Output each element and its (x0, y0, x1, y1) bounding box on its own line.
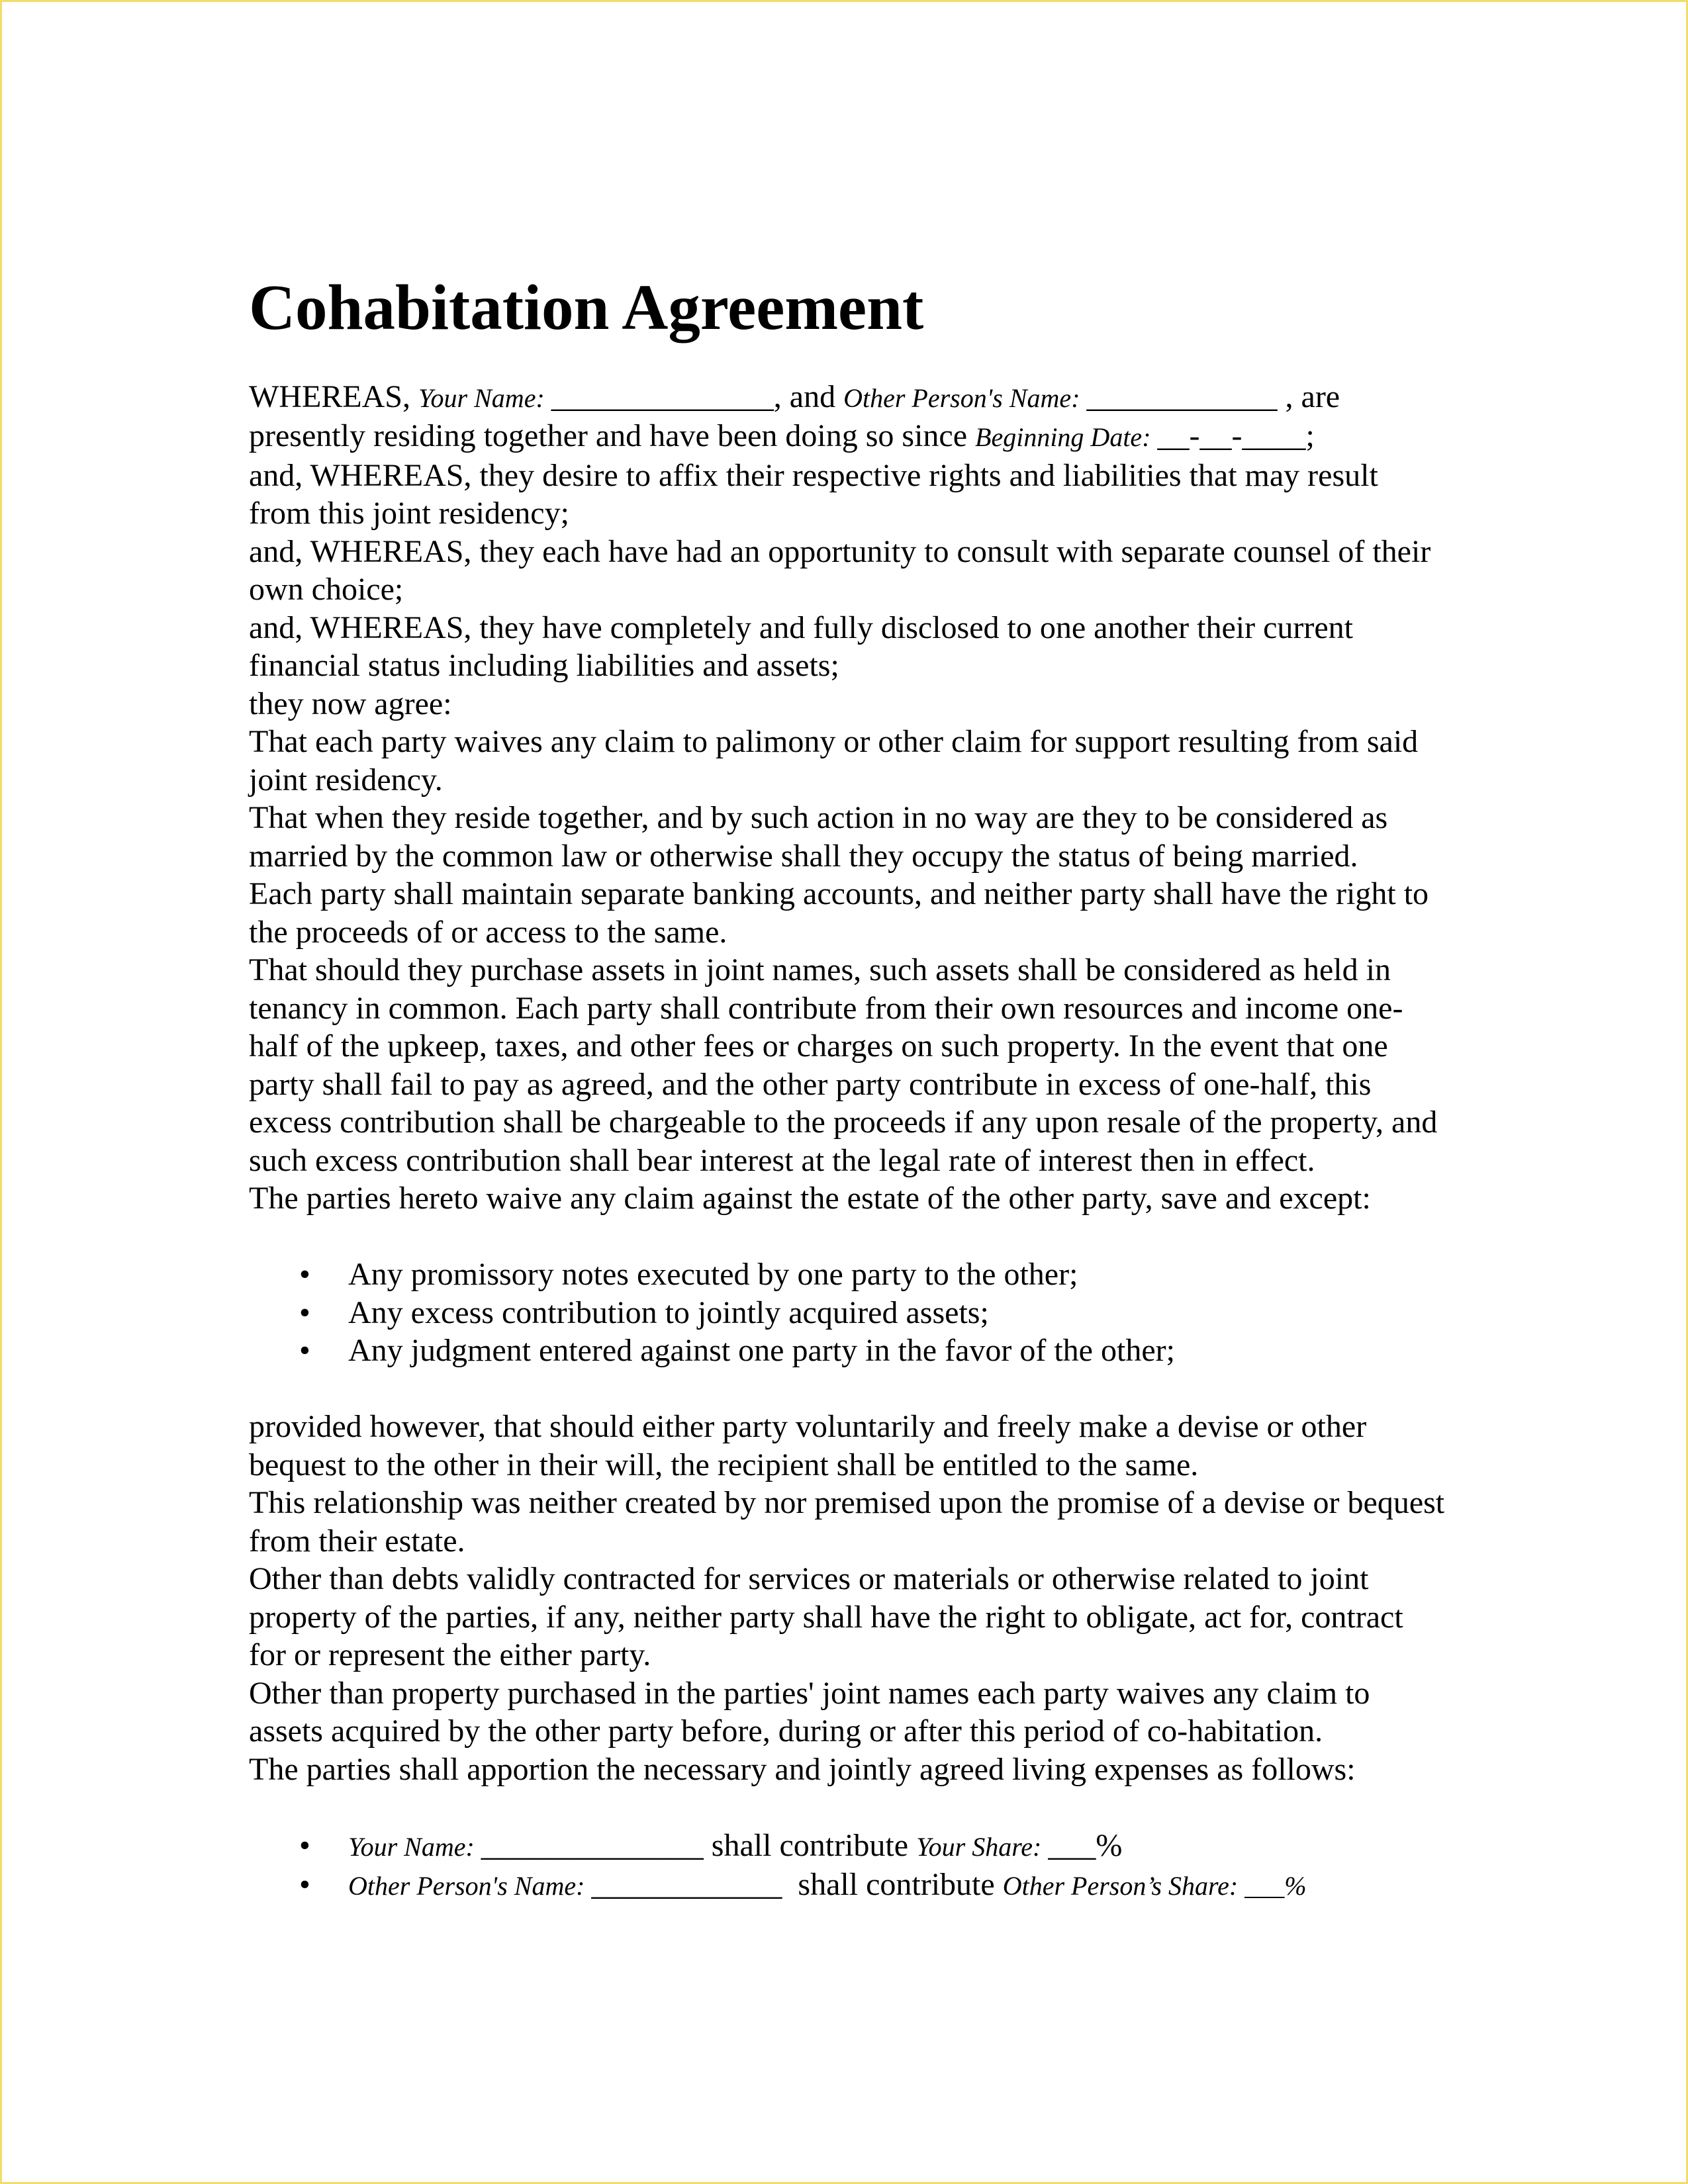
begin-date-label: Beginning Date (975, 422, 1143, 453)
palimony-paragraph: That each party waives any claim to palimony or other claim for support resulting from said joint residency. (249, 724, 1419, 797)
share-colon: : (1033, 1831, 1049, 1862)
share-name-label: Other Person's Name (348, 1871, 577, 1901)
document-page (249, 273, 1447, 1905)
begin-date-field[interactable]: __-__-____ (1157, 418, 1306, 454)
agree-paragraph: they now agree: (249, 686, 452, 721)
joint-assets-paragraph: That should they purchase assets in joint names, such assets shall be considered as held in tenancy in common. Each party shall contribute from their own resources and income one-half of the upkeep, taxes, and other fees or charges on such property. In the event that one party shall fail to pay as agreed, and the other party contribute in excess of one-half, this excess contribution shall be chargeable to the proceeds if any upon resale of the property, and such excess contribution shall bear interest at the legal rate of interest then in effect. (249, 952, 1438, 1178)
list-item (299, 1294, 1447, 1332)
bullet-icon: • (299, 1257, 310, 1293)
your-name-label: Your Name (418, 383, 536, 413)
list-item-text: Any promissory notes executed by one party to the other; (348, 1257, 1078, 1293)
list-item-text: Any excess contribution to jointly acquired assets; (348, 1295, 989, 1330)
your-name-colon: : (536, 383, 551, 413)
relationship-paragraph: This relationship was neither created by nor premised upon the promise of a devise or bequest from their estate. (249, 1485, 1445, 1559)
list-item (299, 1255, 1447, 1294)
bullet-icon: • (299, 1295, 310, 1330)
share-item-your (299, 1827, 1447, 1866)
whereas-disclosure-paragraph: and, WHEREAS, they have completely and fully disclosed to one another their current financial status including liabilities and assets; (249, 610, 1353, 684)
intro-text-3: , are presently residing together and have been doing so since (249, 379, 1340, 454)
your-name-field[interactable]: ______________ (551, 379, 774, 414)
bequest-paragraph: provided however, that should either party voluntarily and freely make a devise or other bequest to the other in their will, the recipient shall be entitled to the same. (249, 1409, 1367, 1482)
whereas-counsel-paragraph: and, WHEREAS, they each have had an opportunity to consult with separate counsel of their own choice; (249, 533, 1431, 608)
share-colon (1238, 1871, 1244, 1901)
other-name-label: Other Person's Name (843, 383, 1072, 413)
share-name-colon: : (465, 1831, 481, 1862)
intro-text-1: WHEREAS, (249, 379, 418, 414)
whereas-intro-paragraph (249, 378, 1447, 457)
intro-text-2: , and (773, 379, 844, 414)
share-name-colon: : (576, 1871, 592, 1901)
your-share-percent-field[interactable]: ___% (1048, 1827, 1123, 1863)
shares-list (249, 1827, 1447, 1905)
expenses-paragraph: The parties shall apportion the necessary and jointly agreed living expenses as follows: (249, 1751, 1356, 1787)
other-name-share-field[interactable]: ____________ (591, 1867, 782, 1903)
bullet-icon: • (299, 1827, 310, 1863)
document-title: Cohabitation Agreement (249, 272, 924, 343)
banking-paragraph: Each party shall maintain separate banking accounts, and neither party shall have the right to the proceeds of or access to the same. (249, 876, 1429, 950)
debts-paragraph: Other than debts validly contracted for services or materials or otherwise related to joint property of the parties, if any, neither party shall have the right to obligate, act for, contract for or represent the either party. (249, 1561, 1403, 1673)
marriage-status-paragraph: That when they reside together, and by such action in no way are they to be considered as married by the common law or otherwise shall they occupy the status of being married. (249, 800, 1388, 874)
whereas-rights-paragraph: and, WHEREAS, they desire to affix their respective rights and liabilities that may result from this joint residency; (249, 457, 1378, 531)
other-name-colon: : (1071, 383, 1087, 413)
bullet-icon: • (299, 1333, 310, 1369)
other-share-percent-field[interactable]: ___% (1244, 1871, 1307, 1901)
share-item-other (299, 1866, 1447, 1905)
property-paragraph: Other than property purchased in the parties' joint names each party waives any claim to assets acquired by the other party before, during or after this period of co-habitation. (249, 1675, 1370, 1749)
list-item-text: Any judgment entered against one party in the favor of the other; (348, 1333, 1175, 1369)
bullet-icon: • (299, 1867, 310, 1903)
document-body (249, 378, 1447, 1905)
share-label: Your Share (916, 1831, 1033, 1862)
share-contribute-text: shall contribute (782, 1867, 1003, 1903)
share-label: Other Person’s Share: (1002, 1871, 1239, 1901)
exceptions-list (249, 1255, 1447, 1370)
share-name-label: Your Name (348, 1831, 466, 1862)
list-item (299, 1332, 1447, 1370)
your-name-share-field[interactable]: ______________ (481, 1827, 704, 1863)
share-contribute-text: shall contribute (703, 1827, 917, 1863)
intro-text-4: ; (1305, 418, 1315, 454)
begin-date-colon: : (1142, 422, 1158, 453)
estate-claims-paragraph: The parties hereto waive any claim against the estate of the other party, save and except: (249, 1181, 1371, 1216)
other-name-field[interactable]: ____________ (1086, 379, 1278, 414)
